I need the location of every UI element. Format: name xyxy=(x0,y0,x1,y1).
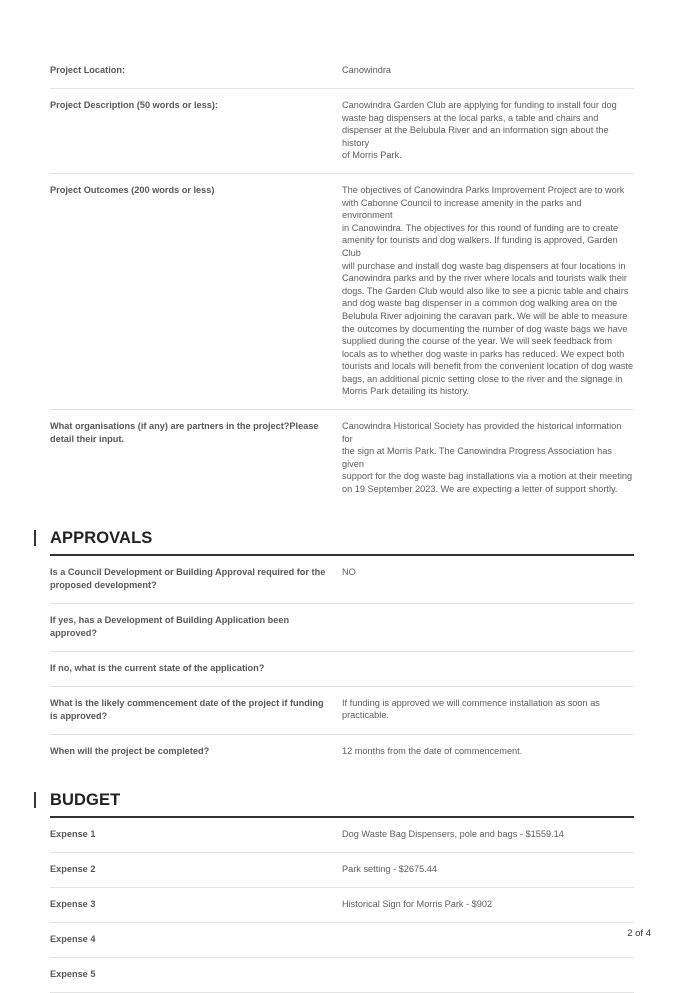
field-value: If funding is approved we will commence installation as soon as practicable. xyxy=(342,697,600,721)
field-label: Project Outcomes (200 words or less) xyxy=(50,184,215,195)
form-row xyxy=(50,604,634,652)
section-title-approvals: APPROVALS xyxy=(50,529,634,556)
section-marker xyxy=(34,792,36,808)
expense-value: Historical Sign for Morris Park - $902 xyxy=(342,898,493,909)
page-number: 2 of 4 xyxy=(627,928,651,939)
field-label: Is a Council Development or Building Approval required for the proposed development? xyxy=(50,566,326,590)
budget-row xyxy=(50,853,634,888)
project-details xyxy=(50,54,634,507)
budget-row xyxy=(50,888,634,923)
expense-label: Expense 1 xyxy=(50,828,96,839)
expense-label: Expense 2 xyxy=(50,863,96,874)
budget-section xyxy=(50,791,634,993)
field-label: What organisations (if any) are partners in the project?Please detail their input. xyxy=(50,421,319,445)
section-title-budget: BUDGET xyxy=(50,791,634,818)
field-label: Project Location: xyxy=(50,65,126,75)
field-label: When will the project be completed? xyxy=(50,745,210,756)
field-value xyxy=(342,614,634,640)
budget-row xyxy=(50,923,634,958)
budget-row xyxy=(50,818,634,853)
approvals-section xyxy=(50,529,634,769)
expense-label: Expense 4 xyxy=(50,933,96,944)
expense-value: Dog Waste Bag Dispensers, pole and bags - $1559.14 xyxy=(342,828,564,839)
field-label: If no, what is the current state of the application? xyxy=(50,662,265,673)
budget-row xyxy=(50,958,634,993)
expense-value xyxy=(342,933,634,946)
form-row xyxy=(50,89,634,174)
field-value: The objectives of Canowindra Parks Improvement Project are to work with Cabonne Council to increase amenity in the parks and environment in Canowindra. The objectives for this round of funding are to create amenity for tourists and dog walkers. If funding is approved, Garden Club will purchase and install dog waste bag dispensers at four locations in Canowindra parks and by the river where locals and tourists walk their dogs. The Garden Club would also like to see a picnic table and chairs and dog waste bag dispenser in a common dog walking area on the Belubula River adjoining the caravan park. We will be able to measure the outcomes by documenting the number of dog waste bags we have supplied during the course of the year. We will seek feedback from locals as to whether dog waste in parks has reduced. We expect both tourists and locals will benefit from the convenient location of dog waste bags, an additional picnic setting close to the river and the signage in Morris Park detailing its history. xyxy=(342,184,634,397)
form-row xyxy=(50,652,634,687)
form-row xyxy=(50,735,634,769)
expense-label: Expense 5 xyxy=(50,968,96,979)
form-row xyxy=(50,174,634,410)
field-value xyxy=(342,662,634,675)
form-row xyxy=(50,556,634,604)
form-row xyxy=(50,54,634,89)
field-label: Project Description (50 words or less): xyxy=(50,100,218,110)
expense-value: Park setting - $2675.44 xyxy=(342,863,437,874)
field-value: Canowindra xyxy=(342,65,392,75)
form-page xyxy=(50,54,634,993)
field-value: Canowindra Historical Society has provided the historical information for the sign at Morris Park. The Canowindra Progress Association has given support for the dog waste bag installations via a motion at their meeting on 19 September 2023. We are expecting a letter of support shortly. xyxy=(342,421,633,495)
expense-label: Expense 3 xyxy=(50,898,96,909)
form-row xyxy=(50,410,634,507)
field-value: 12 months from the date of commencement. xyxy=(342,745,523,756)
expense-value xyxy=(342,968,634,981)
field-label: What is the likely commencement date of the project if funding is approved? xyxy=(50,697,324,721)
field-label: If yes, has a Development of Building Application been approved? xyxy=(50,614,290,638)
section-marker xyxy=(34,530,36,546)
field-value: Canowindra Garden Club are applying for funding to install four dog waste bag dispensers at the local parks, a table and chairs and dispenser at the Belubula River and an information sign about the history of Morris Park. xyxy=(342,100,617,161)
field-value: NO xyxy=(342,566,356,577)
form-row xyxy=(50,687,634,735)
